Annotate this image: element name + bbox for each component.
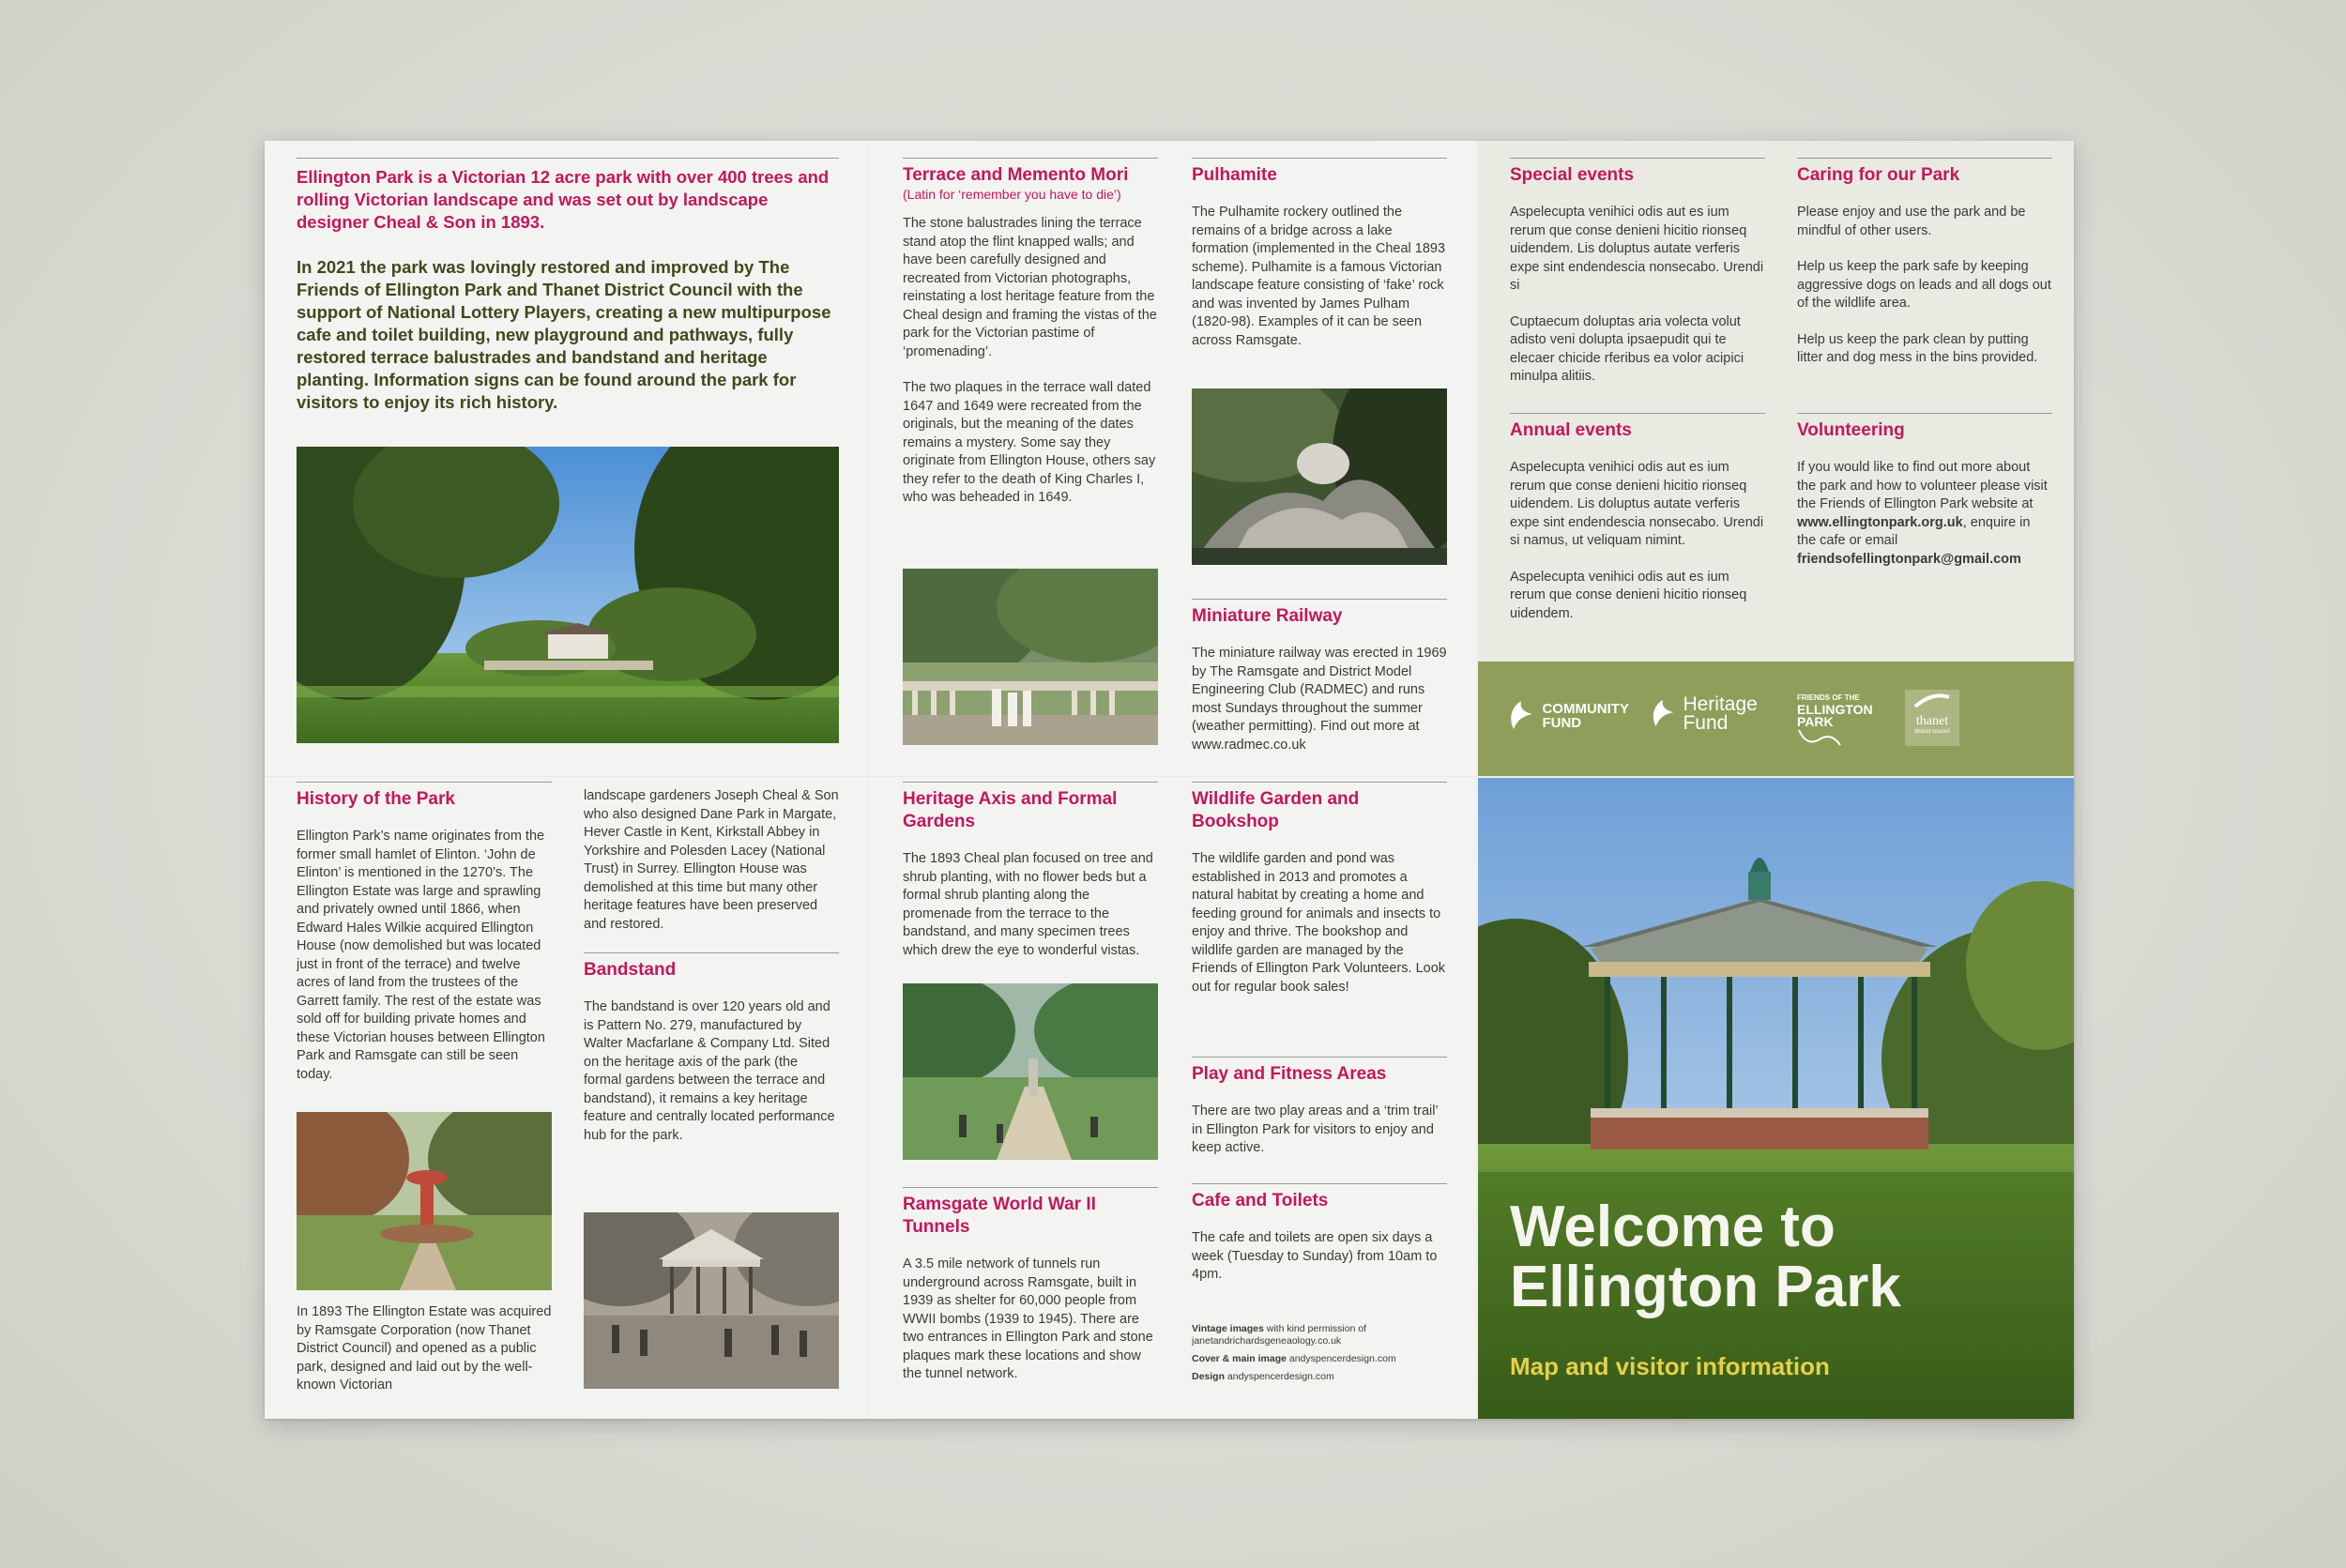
credit-text: andyspencerdesign.com <box>1225 1371 1334 1382</box>
thanet-council-logo <box>1905 690 1959 746</box>
logo-text: COMMUNITY FUND <box>1542 701 1629 731</box>
divider <box>297 158 839 159</box>
section-body <box>1510 459 1765 623</box>
leaflet-sheet <box>265 141 2074 1419</box>
divider <box>1192 782 1447 783</box>
email-link[interactable]: friendsofellingtonpark@gmail.com <box>1797 551 2021 567</box>
fold-line <box>265 776 2074 778</box>
lottery-hands-icon <box>1647 695 1679 733</box>
heritage-panel <box>903 782 1158 1410</box>
divider <box>584 952 839 953</box>
paragraph: A 3.5 mile network of tunnels run underground across Ramsgate, built in 1939 as shelter for 60,000 people from WWII bombs (1939 to 1945). There are two entrances in Ellington Park and stone plaques mark these locations and show the tunnel network. <box>903 1256 1153 1381</box>
credit-label: Vintage images <box>1192 1323 1264 1334</box>
events-panel <box>1478 141 2074 776</box>
friends-of-ellington-park-logo <box>1797 692 1873 751</box>
paragraph: In 1893 The Ellington Estate was acquired by Ramsgate Corporation (now Thanet District Council) and opened as a public park, designed and laid out by the well-known Victorian <box>297 1304 552 1393</box>
divider <box>297 782 552 783</box>
wildlife-panel <box>1192 782 1447 1410</box>
logo-text: PARK <box>1797 714 1834 729</box>
divider <box>1192 599 1447 600</box>
divider <box>1797 413 2052 414</box>
cover-panel <box>1478 778 2074 1419</box>
paragraph: Ellington Park’s name originates from the former small hamlet of Elinton. ‘John de Elinton’ is mentioned in the 1270’s. The Ellington Estate was large and sprawling and privately owned until 1866, when Edward Hales Wilkie acquired Ellington House (now demolished but was located just in front of the terrace) and twelve acres of land from the trustees of the Garrett family. The rest of the estate was sold off for building private homes and these Victorian houses between Ellington Park and Ramsgate can still be seen today. <box>297 829 545 1082</box>
paragraph: The wildlife garden and pond was established in 2013 and promotes a natural habitat by creating a home and feeding ground for animals and insects to enjoy and thrive. The bookshop and wildlife garden are managed by the Friends of Ellington Park Volunteers. Look out for regular book sales! <box>1192 851 1446 995</box>
image-credits <box>1192 1323 1447 1383</box>
paragraph: The stone balustrades lining the terrace stand atop the flint knapped walls; and have been carefully designed and recreated from Victorian photographs, reinstating a lost heritage feature from the Cheal design and framing the vistas of the park for the Victorian pastime of ‘promenading’. <box>903 216 1157 359</box>
paragraph: Aspelecupta venihici odis aut es ium rerum que conse denieni hicitio rionseq uidendem. <box>1510 569 1747 621</box>
credit-line <box>1192 1371 1447 1383</box>
section-body <box>1192 850 1447 997</box>
divider <box>1510 413 1765 414</box>
credit-line <box>1192 1323 1447 1347</box>
vintage-bandstand-photo <box>584 1212 839 1389</box>
paragraph: Aspelecupta venihici odis aut es ium rerum que conse denieni hicitio rionseq uidendem. Lis doluptus autate verferis expe sint endendescia nonsecabo. Urendi si <box>1510 205 1764 293</box>
paragraph: The two plaques in the terrace wall dated 1647 and 1649 were recreated from the originals, but the meaning of the dates remains a mystery. Some say they originate from Ellington House, others say they refer to the death of King Charles I, who was beheaded in 1649. <box>903 380 1156 505</box>
section-title: Volunteering <box>1797 420 1905 440</box>
section-body <box>297 828 552 1084</box>
divider <box>1192 1183 1447 1184</box>
section-title: Special events <box>1510 165 1635 185</box>
section-title: Play and Fitness Areas <box>1192 1064 1387 1084</box>
paragraph: Cuptaecum doluptas aria volecta volut adisto veni dolupta ipsaepudit qui te elecaer chicide rferibus ea volor acipici minulpa alitiis. <box>1510 313 1744 384</box>
paragraph: Please enjoy and use the park and be mindful of other users. <box>1797 205 2026 238</box>
paragraph: If you would like to find out more about the park and how to volunteer please visit the Friends of Ellington Park website at <box>1797 460 2048 511</box>
section-title: Terrace and Memento Mori <box>903 165 1129 185</box>
section-body <box>297 1303 552 1410</box>
section-body <box>1797 459 2052 569</box>
railing-icon <box>1797 728 1844 749</box>
vintage-formal-gardens-photo <box>903 983 1158 1160</box>
section-title: Annual events <box>1510 420 1632 440</box>
section-body <box>903 1256 1158 1384</box>
divider <box>1510 158 1765 159</box>
paragraph: , enquire in the cafe or email <box>1797 514 2031 548</box>
paragraph: The 1893 Cheal plan focused on tree and shrub planting, with no flower beds but a formal shrub planting along the promenade from the terrace to the bandstand, and many specimen trees which drew the eye to wonderful vistas. <box>903 851 1153 958</box>
section-title: Ramsgate World War II Tunnels <box>903 1195 1096 1237</box>
section-title: Bandstand <box>584 960 677 980</box>
divider <box>1797 158 2052 159</box>
section-title: Pulhamite <box>1192 165 1277 185</box>
wave-icon <box>1913 690 1951 710</box>
section-body <box>584 787 839 934</box>
logo-text: thanet <box>1915 714 1949 728</box>
section-title: Miniature Railway <box>1192 606 1343 626</box>
section-title: Cafe and Toilets <box>1192 1191 1329 1210</box>
section-body <box>1510 204 1765 387</box>
credit-label: Design <box>1192 1371 1226 1382</box>
paragraph: The bandstand is over 120 years old and is Pattern No. 279, manufactured by Walter Macfarlane & Company Ltd. Sited on the heritage axis of the park (the formal gardens between the terrace and bandstand), it remains a key heritage feature and centrally located performance hub for the park. <box>584 999 835 1143</box>
divider <box>1192 1057 1447 1058</box>
paragraph: landscape gardeners Joseph Cheal & Son who also designed Dane Park in Margate, Hever Castle in Kent, Kirkstall Abbey in Yorkshire and Polesden Lacey (National Trust) in Surrey. Ellington House was demolished at this time but many other heritage features have been preserved and restored. <box>584 788 839 932</box>
divider <box>903 782 1158 783</box>
history-panel <box>297 782 839 1410</box>
credit-label: Cover & main image <box>1192 1353 1287 1364</box>
logo-text: district council <box>1914 729 1950 735</box>
paragraph: Aspelecupta venihici odis aut es ium rerum que conse denieni hicitio rionseq uidendem. Lis doluptus autate verferis expe sint endendescia nonsecabo. Urendi si namus, ut veliquam nimint. <box>1510 460 1764 548</box>
credit-line <box>1192 1353 1447 1365</box>
intro-body: In 2021 the park was lovingly restored and improved by The Friends of Ellington Park and Thanet District Council with the support of National Lottery Players, creating a new multipurpose cafe and toilet building, new playground and pathways, fully restored terrace balustrades and bandstand and heritage planting. Information signs can be found around the park for visitors to enjoy its rich history. <box>297 257 831 412</box>
section-body <box>1192 204 1447 350</box>
section-subtitle: (Latin for ‘remember you have to die’) <box>903 187 1121 202</box>
community-fund-logo <box>1504 697 1636 735</box>
vintage-fountain-photo <box>297 1112 552 1290</box>
paragraph: The miniature railway was erected in 1969 by The Ramsgate and District Model Engineering Club (RADMEC) and runs most Sundays throughout the summer (weather permitting). Find out more at www.radmec.co.uk <box>1192 646 1447 753</box>
website-link[interactable]: www.ellingtonpark.org.uk <box>1797 514 1963 530</box>
pulhamite-panel <box>1192 158 1447 768</box>
logo-text: Heritage <box>1683 693 1758 715</box>
funders-logo-strip <box>1478 662 2074 776</box>
divider <box>903 158 1158 159</box>
section-body <box>1192 645 1447 754</box>
divider <box>1192 158 1447 159</box>
section-body <box>903 215 1158 508</box>
section-body <box>1797 204 2052 368</box>
credit-text: andyspencerdesign.com <box>1286 1353 1396 1364</box>
section-body <box>903 850 1158 960</box>
cover-subtitle: Map and visitor information <box>1510 1352 1830 1380</box>
cover-title-line: Ellington Park <box>1510 1255 1901 1319</box>
paragraph: Help us keep the park clean by putting litter and dog mess in the bins provided. <box>1797 331 2038 365</box>
paragraph: The cafe and toilets are open six days a week (Tuesday to Sunday) from 10am to 4pm. <box>1192 1230 1438 1282</box>
fold-line <box>868 141 870 1419</box>
cover-title <box>1510 1197 1901 1317</box>
pulhamite-rockery-photo <box>1192 388 1447 565</box>
paragraph: Help us keep the park safe by keeping aggressive dogs on leads and all dogs out of the wildlife area. <box>1797 259 2051 311</box>
section-body <box>1192 1103 1447 1158</box>
section-title: Wildlife Garden and Bookshop <box>1192 789 1360 831</box>
logo-text: Fund <box>1683 712 1729 734</box>
intro-lead: Ellington Park is a Victorian 12 acre park with over 400 trees and rolling Victorian landscape and was set out by landscape designer Cheal & Son in 1893. <box>297 167 830 232</box>
section-body <box>1192 1229 1447 1285</box>
park-lawn-photo <box>297 447 839 743</box>
vintage-terrace-photo <box>903 569 1158 745</box>
bandstand-cover-photo <box>1478 778 2074 1419</box>
logo-text: FRIENDS OF THE <box>1797 693 1860 702</box>
intro-panel <box>297 158 839 768</box>
heritage-fund-logo <box>1647 695 1758 733</box>
section-title: Heritage Axis and Formal Gardens <box>903 789 1118 831</box>
credit-text: with kind permission of janetandrichardsgeneaology.co.uk <box>1192 1323 1366 1347</box>
paragraph: The Pulhamite rockery outlined the remains of a bridge across a lake formation (implemented in the Cheal 1893 scheme). Pulhamite is a famous Victorian landscape feature consisting of ‘fake’ rock and was invented by James Pulham (1820-98). Examples of it can be seen across Ramsgate. <box>1192 205 1446 348</box>
paragraph: There are two play areas and a ‘trim trail’ in Ellington Park for visitors to enjoy and keep active. <box>1192 1104 1439 1155</box>
section-title: History of the Park <box>297 789 455 809</box>
section-body <box>584 998 839 1145</box>
terrace-panel <box>903 158 1158 768</box>
divider <box>903 1187 1158 1188</box>
logo-text: ELLINGTON <box>1797 702 1873 717</box>
section-title: Caring for our Park <box>1797 165 1960 185</box>
lottery-hands-icon <box>1504 697 1538 735</box>
fold-line <box>1476 141 1478 1419</box>
cover-title-line: Welcome to <box>1510 1195 1836 1259</box>
